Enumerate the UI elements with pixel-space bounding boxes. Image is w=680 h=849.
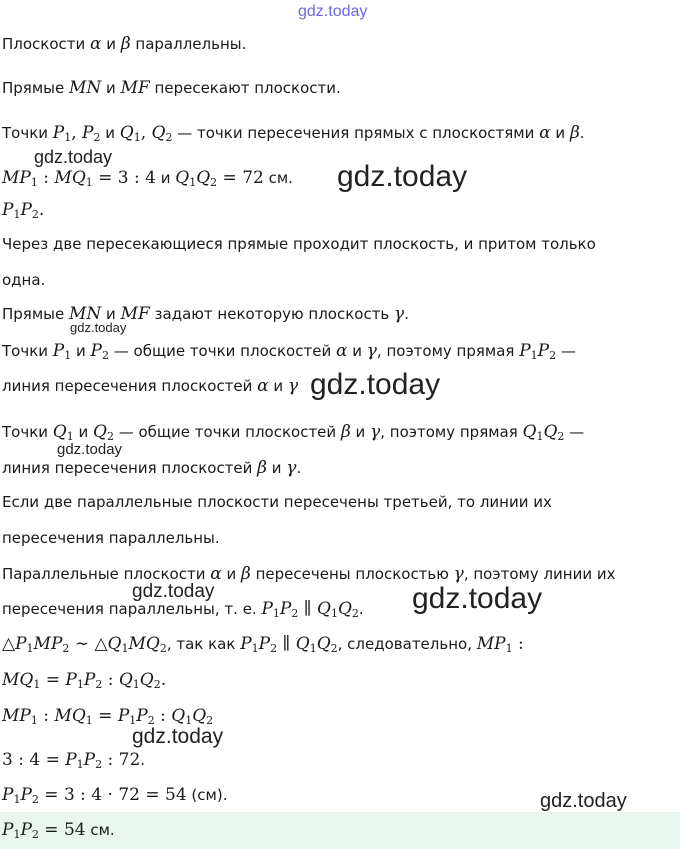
text: и bbox=[268, 377, 288, 395]
text: и bbox=[101, 305, 121, 323]
text-line-19: $MP_1$ : $MQ_1 = P_1P_2$ : $Q_1Q_2$ bbox=[2, 706, 214, 727]
watermark: gdz.today bbox=[337, 160, 468, 193]
text: задают некоторую плоскость bbox=[149, 305, 395, 323]
text-line-9: Точки $P_1$ и $P_2$ — общие точки плоскостей α и γ, поэтому прямая $P_1P_2$ — bbox=[2, 341, 576, 362]
math-alpha: α bbox=[539, 123, 551, 143]
text: Точки bbox=[2, 423, 53, 441]
math-gamma: γ bbox=[453, 564, 464, 584]
text: — общие точки плоскостей bbox=[108, 342, 336, 360]
text: и bbox=[155, 169, 176, 187]
text-line-20: 3 : $4 = P_1P_2$ : 72. bbox=[2, 750, 146, 771]
text-line-2 bbox=[2, 76, 341, 100]
watermark: gdz.today bbox=[310, 368, 441, 401]
math-gamma: γ bbox=[366, 341, 377, 361]
math-beta: β bbox=[241, 564, 251, 584]
math-alpha: α bbox=[210, 564, 222, 584]
math-alpha: α bbox=[90, 34, 102, 54]
text: . bbox=[358, 600, 364, 618]
text: Плоскости bbox=[2, 35, 91, 53]
watermark: gdz.today bbox=[34, 147, 113, 167]
text-line-8 bbox=[2, 302, 409, 326]
math-beta: β bbox=[120, 34, 131, 54]
text-line-7: одна. bbox=[2, 271, 46, 289]
math-mn: MN bbox=[68, 78, 102, 98]
math-beta: β bbox=[569, 123, 580, 143]
text: — точки пересечения прямых с плоскостями bbox=[172, 124, 540, 142]
text: . bbox=[296, 459, 302, 477]
text: , поэтому прямая bbox=[380, 423, 523, 441]
text: (см). bbox=[186, 786, 228, 804]
text: , следовательно, bbox=[337, 635, 477, 653]
text-line-13: Если две параллельные плоскости пересечены третьей, то линии их bbox=[2, 493, 552, 511]
text: Прямые bbox=[2, 79, 69, 97]
text-line-1 bbox=[2, 32, 246, 56]
text: . bbox=[579, 124, 585, 142]
watermark-top: gdz.today bbox=[298, 3, 368, 20]
text: . bbox=[404, 305, 409, 323]
watermark: gdz.today bbox=[132, 581, 215, 602]
math-mf: MF bbox=[120, 304, 150, 324]
math-beta: β bbox=[340, 422, 351, 442]
text: и bbox=[71, 342, 91, 360]
math-gamma: γ bbox=[370, 422, 381, 442]
math-mn: MN bbox=[68, 304, 102, 324]
watermark: gdz.today bbox=[57, 441, 123, 458]
text: и bbox=[221, 565, 242, 583]
math-alpha: α bbox=[335, 341, 348, 361]
text: Точки bbox=[2, 342, 53, 360]
text: пересечения параллельны, т. е. bbox=[2, 600, 262, 618]
text: Прямые bbox=[2, 305, 69, 323]
answer-line: $P_1P_2 = 54$ см. bbox=[2, 820, 115, 841]
math-mf: MF bbox=[120, 78, 150, 98]
text: — общие точки плоскостей bbox=[113, 423, 341, 441]
text: и bbox=[101, 35, 121, 53]
watermark: gdz.today bbox=[70, 320, 127, 335]
text-line-21: $P_1P_2 = 3$ : 4 · 72 = 54 (см). bbox=[2, 785, 228, 806]
text-line-4: $MP_1$ : $MQ_1 = 3$ : 4 и $Q_1Q_2 = 72$ см. bbox=[2, 168, 293, 189]
text: линия пересечения плоскостей bbox=[2, 459, 258, 477]
text: и bbox=[73, 423, 94, 441]
text: пересекают плоскости. bbox=[149, 79, 341, 97]
text: и bbox=[101, 79, 121, 97]
text-line-11: Точки $Q_1$ и $Q_2$ — общие точки плоскостей β и γ, поэтому прямая $Q_1Q_2$ — bbox=[2, 422, 585, 443]
text-line-16: пересечения параллельны, т. е. $P_1P_2$ ∥ $Q_1Q_2$. bbox=[2, 599, 364, 620]
text: см. bbox=[85, 821, 115, 839]
text: и bbox=[550, 124, 570, 142]
watermark: gdz.today bbox=[540, 790, 627, 812]
watermark: gdz.today bbox=[412, 582, 543, 615]
text: , поэтому линии их bbox=[463, 565, 616, 583]
text: и bbox=[350, 423, 371, 441]
text: Точки bbox=[2, 124, 53, 142]
text: и bbox=[347, 342, 367, 360]
text: см. bbox=[263, 169, 293, 187]
text: пересечены плоскостью bbox=[250, 565, 454, 583]
math-gamma: γ bbox=[286, 458, 297, 478]
text: параллельны. bbox=[130, 35, 247, 53]
text-line-18: $MQ_1 = P_1P_2$ : $Q_1Q_2$. bbox=[2, 670, 167, 691]
text-line-12 bbox=[2, 456, 301, 480]
text: — bbox=[564, 423, 585, 441]
text: линия пересечения плоскостей bbox=[2, 377, 258, 395]
text-line-5: $P_1P_2$. bbox=[2, 200, 45, 221]
text: , так как bbox=[166, 635, 241, 653]
text-line-17: $\triangle P_1MP_2$ ∼ $\triangle Q_1MQ_2$, так как $P_1P_2$ ∥ $Q_1Q_2$, следовательно, $MP_1$ : bbox=[2, 634, 524, 655]
text-line-6: Через две пересекающиеся прямые проходит плоскость, и притом только bbox=[2, 235, 596, 253]
math-gamma: γ bbox=[394, 304, 405, 324]
math-gamma: γ bbox=[287, 376, 299, 396]
watermark: gdz.today bbox=[132, 725, 224, 748]
text: и bbox=[100, 124, 120, 142]
text: — bbox=[556, 342, 576, 360]
math-beta: β bbox=[257, 458, 267, 478]
text-line-14: пересечения параллельны. bbox=[2, 529, 220, 547]
text-line-3: Точки $P_1$, $P_2$ и $Q_1$, $Q_2$ — точки пересечения прямых с плоскостями α и β. bbox=[2, 123, 585, 144]
text: , поэтому прямая bbox=[376, 342, 520, 360]
math-alpha: α bbox=[257, 376, 269, 396]
text: Параллельные плоскости bbox=[2, 565, 211, 583]
text-line-10 bbox=[2, 374, 298, 398]
text: . bbox=[140, 751, 146, 769]
text: и bbox=[267, 459, 287, 477]
